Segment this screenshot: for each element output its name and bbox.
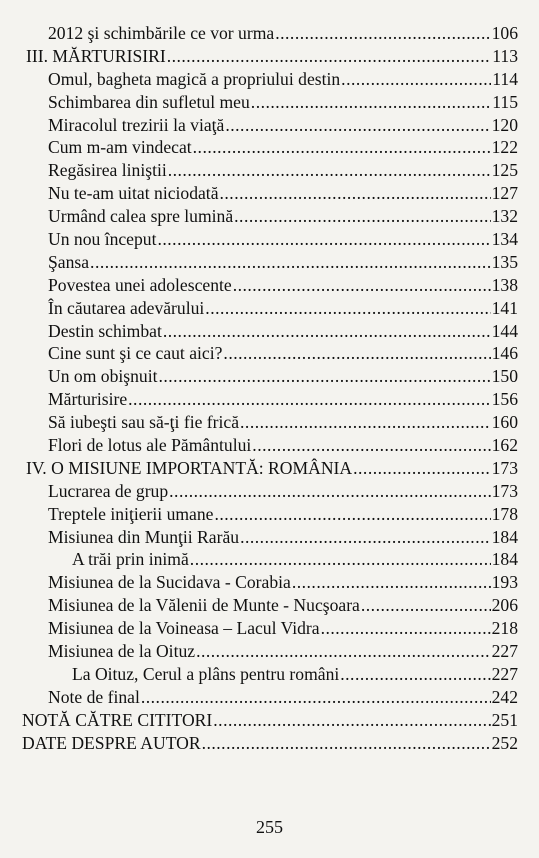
toc-entry-page-number: 122: [491, 137, 518, 158]
toc-entry-title: Treptele iniţierii umane: [48, 503, 214, 524]
toc-entry: [22, 365, 518, 388]
toc-entry-title: Nu te-am uitat niciodată: [48, 183, 219, 204]
toc-entry-title: Mărturisire: [48, 389, 128, 410]
toc-entry-title: Lucrarea de grup: [48, 480, 169, 501]
toc-entry-page-number: 135: [491, 251, 518, 272]
toc-entry-page-number: 138: [491, 274, 518, 295]
toc-entry-title: Regăsirea liniştii: [48, 160, 167, 181]
toc-entry: [22, 22, 518, 45]
toc-entry: [22, 114, 518, 137]
toc-entry-title: În căutarea adevărului: [48, 297, 205, 318]
toc-entry-title: Schimbarea din sufletul meu: [48, 91, 250, 112]
toc-entry-title: Urmând calea spre lumină: [48, 206, 234, 227]
toc-entry-title: Şansa: [48, 251, 90, 272]
toc-entry-page-number: 160: [491, 412, 518, 433]
toc-entry: [22, 91, 518, 114]
toc-entry-page-number: 242: [491, 686, 518, 707]
toc-entry: [22, 411, 518, 434]
toc-entry: [22, 205, 518, 228]
toc-entry-page-number: 252: [491, 732, 518, 753]
toc-entry-title: Un om obişnuit: [48, 366, 158, 387]
dot-leader: [128, 388, 490, 411]
dot-leader: [193, 136, 491, 159]
toc-entry-page-number: 173: [491, 457, 518, 478]
toc-entry-page-number: 132: [491, 206, 518, 227]
toc-entry: [22, 457, 518, 480]
dot-leader: [251, 91, 491, 114]
dot-leader: [321, 617, 491, 640]
toc-entry-page-number: 218: [491, 618, 518, 639]
toc-entry: [22, 617, 518, 640]
toc-entry-title: Miracolul trezirii la viaţă: [48, 114, 225, 135]
toc-entry: [22, 136, 518, 159]
dot-leader: [233, 274, 491, 297]
dot-leader: [190, 548, 491, 571]
toc-entry-page-number: 173: [491, 480, 518, 501]
toc-entry-page-number: 184: [491, 526, 518, 547]
toc-entry-title: A trăi prin inimă: [72, 549, 189, 570]
dot-leader: [168, 159, 491, 182]
toc-entry-page-number: 114: [492, 68, 518, 89]
toc-entry-page-number: 125: [491, 160, 518, 181]
toc-entry-title: 2012 şi schimbările ce vor urma: [48, 23, 275, 43]
toc-entry-page-number: 134: [491, 229, 518, 250]
toc-entry: [22, 68, 518, 91]
toc-entry: [22, 686, 518, 709]
toc-entry: [22, 732, 518, 755]
dot-leader: [361, 594, 491, 617]
dot-leader: [205, 297, 490, 320]
toc-entry: [22, 526, 518, 549]
toc-entry-page-number: 150: [491, 366, 518, 387]
toc-entry-title: III. MĂRTURISIRI: [26, 45, 166, 66]
dot-leader: [90, 251, 491, 274]
toc-entry-title: Cum m-am vindecat: [48, 137, 192, 158]
dot-leader: [252, 434, 490, 457]
toc-entry-title: La Oituz, Cerul a plâns pentru români: [72, 663, 340, 684]
toc-entry-page-number: 106: [491, 23, 518, 43]
toc-entry: [22, 45, 518, 68]
toc-entry-page-number: 144: [491, 320, 518, 341]
dot-leader: [240, 411, 491, 434]
page-number: 255: [256, 817, 283, 837]
toc-entry: [22, 663, 518, 686]
toc-entry-title: Cine sunt şi ce caut aici?: [48, 343, 223, 364]
dot-leader: [169, 480, 490, 503]
dot-leader: [341, 68, 491, 91]
toc-entry: [22, 320, 518, 343]
toc-entry-title: IV. O MISIUNE IMPORTANTĂ: ROMÂNIA: [26, 457, 353, 478]
toc-entry-page-number: 184: [491, 549, 518, 570]
toc-entry: [22, 709, 518, 732]
dot-leader: [340, 663, 490, 686]
dot-leader: [157, 228, 490, 251]
toc-entry: [22, 640, 518, 663]
dot-leader: [353, 457, 490, 480]
toc-entry-page-number: 127: [491, 183, 518, 204]
toc-entry-page-number: 227: [491, 641, 518, 662]
toc-entry-title: Povestea unei adolescente: [48, 274, 232, 295]
toc-entry: [22, 480, 518, 503]
toc-entry-title: Misiunea de la Vălenii de Munte - Nucşoara: [48, 595, 360, 616]
toc-entry-title: DATE DESPRE AUTOR: [22, 732, 201, 753]
toc-entry-title: Misiunea de la Voineasa – Lacul Vidra: [48, 618, 320, 639]
dot-leader: [292, 571, 491, 594]
toc-entry: [22, 434, 518, 457]
toc-entry-page-number: 227: [491, 663, 518, 684]
toc-entry: [22, 342, 518, 365]
toc-entry-page-number: 156: [491, 389, 518, 410]
toc-entry-page-number: 206: [491, 595, 518, 616]
toc-entry-page-number: 120: [491, 114, 518, 135]
toc-entry-page-number: 141: [491, 297, 518, 318]
toc-entry-title: Destin schimbat: [48, 320, 162, 341]
dot-leader: [214, 503, 490, 526]
toc-entry-title: Note de final: [48, 686, 140, 707]
dot-leader: [167, 45, 492, 68]
toc-entry-page-number: 146: [491, 343, 518, 364]
toc-entry-title: Omul, bagheta magică a propriului destin: [48, 68, 341, 89]
dot-leader: [240, 526, 491, 549]
toc-entry: [22, 571, 518, 594]
dot-leader: [225, 114, 490, 137]
dot-leader: [275, 22, 490, 45]
toc-entry: [22, 251, 518, 274]
dot-leader: [163, 320, 491, 343]
toc-entry-page-number: 193: [491, 572, 518, 593]
dot-leader: [213, 709, 490, 732]
toc-entry: [22, 503, 518, 526]
dot-leader: [223, 342, 490, 365]
toc-entry-title: NOTĂ CĂTRE CITITORI: [22, 709, 213, 730]
toc-entry-title: Misiunea din Munţii Rarău: [48, 526, 240, 547]
toc-entry-title: Flori de lotus ale Pământului: [48, 435, 252, 456]
dot-leader: [202, 732, 491, 755]
dot-leader: [234, 205, 490, 228]
dot-leader: [196, 640, 491, 663]
toc-entry-title: Să iubeşti sau să-ţi fie frică: [48, 412, 240, 433]
toc-entry: [22, 228, 518, 251]
toc-entry-page-number: 113: [492, 45, 518, 66]
toc-entry-page-number: 251: [491, 709, 518, 730]
toc-entry-title: Un nou început: [48, 229, 157, 250]
toc-entry: [22, 548, 518, 571]
dot-leader: [220, 182, 491, 205]
table-of-contents: [22, 22, 518, 755]
dot-leader: [158, 365, 490, 388]
toc-entry: [22, 594, 518, 617]
toc-entry: [22, 274, 518, 297]
toc-entry-page-number: 162: [491, 435, 518, 456]
toc-entry-page-number: 178: [491, 503, 518, 524]
toc-entry-page-number: 115: [492, 91, 518, 112]
dot-leader: [141, 686, 491, 709]
toc-entry: [22, 297, 518, 320]
toc-entry-title: Misiunea de la Sucidava - Corabia: [48, 572, 291, 593]
toc-entry: [22, 182, 518, 205]
toc-entry: [22, 388, 518, 411]
toc-entry-title: Misiunea de la Oituz: [48, 641, 196, 662]
toc-entry: [22, 159, 518, 182]
